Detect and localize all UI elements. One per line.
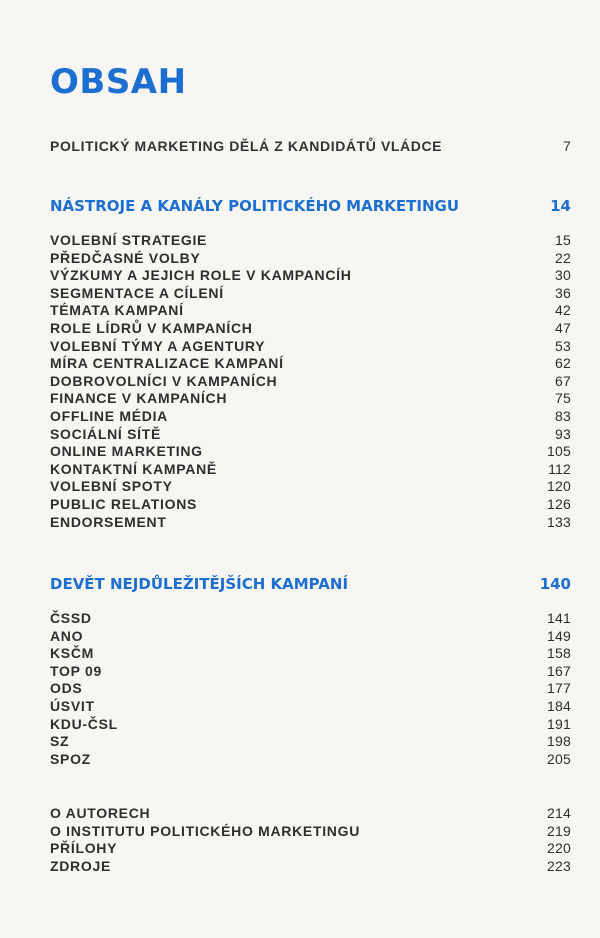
toc-entry-label: ZDROJE bbox=[50, 857, 111, 874]
toc-entry-label: ENDORSEMENT bbox=[50, 513, 167, 530]
toc-entry-page: 53 bbox=[555, 337, 571, 354]
toc-list-appendix bbox=[50, 805, 571, 875]
toc-entry-label: ÚSVIT bbox=[50, 697, 95, 714]
toc-entry-label: KDU-ČSL bbox=[50, 715, 118, 732]
toc-entry[interactable] bbox=[50, 267, 571, 285]
toc-entry[interactable] bbox=[50, 716, 571, 734]
toc-entry[interactable] bbox=[50, 373, 571, 391]
toc-entry-page: 93 bbox=[555, 425, 571, 442]
toc-entry-label: TOP 09 bbox=[50, 662, 102, 679]
toc-entry-label: VOLEBNÍ SPOTY bbox=[50, 478, 173, 495]
toc-entry[interactable] bbox=[50, 478, 571, 496]
section-title: DEVĚT NEJDŮLEŽITĚJŠÍCH KAMPANÍ bbox=[50, 575, 349, 593]
toc-entry-page: 67 bbox=[555, 372, 571, 389]
toc-entry-page: 184 bbox=[547, 697, 571, 714]
toc-entry-label: VOLEBNÍ STRATEGIE bbox=[50, 232, 208, 248]
toc-entry-label: ROLE LÍDRŮ V KAMPANÍCH bbox=[50, 319, 253, 336]
toc-entry-page: 83 bbox=[555, 407, 571, 424]
toc-section-campaigns[interactable] bbox=[50, 575, 571, 593]
toc-entry-label: PŘÍLOHY bbox=[50, 840, 118, 857]
toc-entry-label: ODS bbox=[50, 680, 83, 697]
toc-entry-label: PUBLIC RELATIONS bbox=[50, 495, 198, 512]
toc-entry-page: 219 bbox=[547, 822, 571, 839]
toc-entry-label: PŘEDČASNÉ VOLBY bbox=[50, 249, 201, 266]
toc-entry-page: 120 bbox=[547, 478, 571, 495]
toc-entry-page: 198 bbox=[547, 733, 571, 750]
toc-section-tools[interactable] bbox=[50, 197, 571, 215]
toc-entry[interactable] bbox=[50, 663, 571, 681]
toc-entry[interactable] bbox=[50, 733, 571, 751]
section-page: 140 bbox=[539, 575, 571, 593]
toc-entry[interactable] bbox=[50, 610, 571, 628]
toc-entry[interactable] bbox=[50, 285, 571, 303]
toc-entry-label: SEGMENTACE A CÍLENÍ bbox=[50, 284, 224, 301]
toc-list-tools bbox=[50, 232, 571, 531]
toc-entry[interactable] bbox=[50, 628, 571, 646]
toc-entry-page: 141 bbox=[547, 610, 571, 626]
toc-entry-page: 158 bbox=[547, 645, 571, 662]
section-title: NÁSTROJE A KANÁLY POLITICKÉHO MARKETINGU bbox=[50, 197, 459, 215]
toc-entry-page: 47 bbox=[555, 319, 571, 336]
toc-entry-page: 75 bbox=[555, 390, 571, 407]
toc-entry-page: 112 bbox=[548, 460, 571, 477]
toc-entry-label: SZ bbox=[50, 733, 70, 750]
toc-entry[interactable] bbox=[50, 858, 571, 876]
toc-entry-label: ANO bbox=[50, 627, 84, 644]
toc-entry-label: FINANCE V KAMPANÍCH bbox=[50, 390, 228, 407]
toc-entry-label: TÉMATA KAMPANÍ bbox=[50, 302, 184, 319]
toc-entry-label: O AUTORECH bbox=[50, 805, 151, 821]
toc-entry[interactable] bbox=[50, 338, 571, 356]
toc-entry-label: ČSSD bbox=[50, 610, 92, 626]
toc-entry-page: 22 bbox=[555, 249, 571, 266]
toc-entry-label: ONLINE MARKETING bbox=[50, 443, 203, 460]
toc-entry[interactable] bbox=[50, 426, 571, 444]
toc-entry-label: SPOZ bbox=[50, 750, 91, 767]
toc-entry[interactable] bbox=[50, 496, 571, 514]
toc-entry-label: DOBROVOLNÍCI V KAMPANÍCH bbox=[50, 372, 278, 389]
toc-entry-label: POLITICKÝ MARKETING DĚLÁ Z KANDIDÁTŮ VLÁDCE bbox=[50, 138, 443, 154]
toc-entry-page: 167 bbox=[547, 662, 571, 679]
toc-entry-label: MÍRA CENTRALIZACE KAMPANÍ bbox=[50, 355, 284, 372]
toc-list-campaigns bbox=[50, 610, 571, 768]
toc-entry-label: VÝZKUMY A JEJICH ROLE V KAMPANCÍH bbox=[50, 267, 352, 284]
toc-entry-label: VOLEBNÍ TÝMY A AGENTURY bbox=[50, 337, 266, 354]
toc-entry-label: OFFLINE MÉDIA bbox=[50, 407, 168, 424]
toc-entry-label: KSČM bbox=[50, 645, 95, 662]
toc-entry[interactable] bbox=[50, 443, 571, 461]
toc-entry-page: 133 bbox=[547, 513, 571, 530]
toc-entry[interactable] bbox=[50, 408, 571, 426]
toc-entry[interactable] bbox=[50, 232, 571, 250]
section-page: 14 bbox=[550, 197, 571, 215]
toc-entry-page: 177 bbox=[547, 680, 571, 697]
toc-entry[interactable] bbox=[50, 840, 571, 858]
toc-entry[interactable] bbox=[50, 751, 571, 769]
toc-entry-label: KONTAKTNÍ KAMPANĚ bbox=[50, 460, 217, 477]
toc-entry-page: 223 bbox=[547, 857, 571, 874]
toc-entry-page: 205 bbox=[547, 750, 571, 767]
toc-entry[interactable] bbox=[50, 390, 571, 408]
toc-entry[interactable] bbox=[50, 514, 571, 532]
toc-entry-label: O INSTITUTU POLITICKÉHO MARKETINGU bbox=[50, 822, 361, 839]
toc-entry-page: 214 bbox=[547, 805, 571, 821]
toc-entry[interactable] bbox=[50, 823, 571, 841]
toc-entry[interactable] bbox=[50, 680, 571, 698]
toc-entry-page: 191 bbox=[547, 715, 571, 732]
toc-entry-page: 36 bbox=[555, 284, 571, 301]
toc-entry-page: 30 bbox=[555, 267, 571, 284]
toc-entry-page: 149 bbox=[547, 627, 571, 644]
toc-entry-label: SOCIÁLNÍ SÍTĚ bbox=[50, 425, 161, 442]
toc-entry[interactable] bbox=[50, 645, 571, 663]
page-title: OBSAH bbox=[50, 62, 187, 102]
toc-intro-entry[interactable] bbox=[50, 138, 571, 154]
toc-entry-page: 220 bbox=[547, 840, 571, 857]
toc-entry-page: 105 bbox=[547, 443, 571, 460]
toc-entry-page: 15 bbox=[555, 232, 571, 248]
toc-entry-page: 42 bbox=[555, 302, 571, 319]
toc-entry[interactable] bbox=[50, 698, 571, 716]
toc-entry-page: 7 bbox=[563, 138, 571, 154]
toc-entry[interactable] bbox=[50, 250, 571, 268]
toc-entry-page: 126 bbox=[547, 495, 571, 512]
toc-entry[interactable] bbox=[50, 461, 571, 479]
toc-entry[interactable] bbox=[50, 805, 571, 823]
toc-entry[interactable] bbox=[50, 302, 571, 320]
toc-entry-page: 62 bbox=[555, 355, 571, 372]
toc-entry[interactable] bbox=[50, 320, 571, 338]
toc-entry[interactable] bbox=[50, 355, 571, 373]
